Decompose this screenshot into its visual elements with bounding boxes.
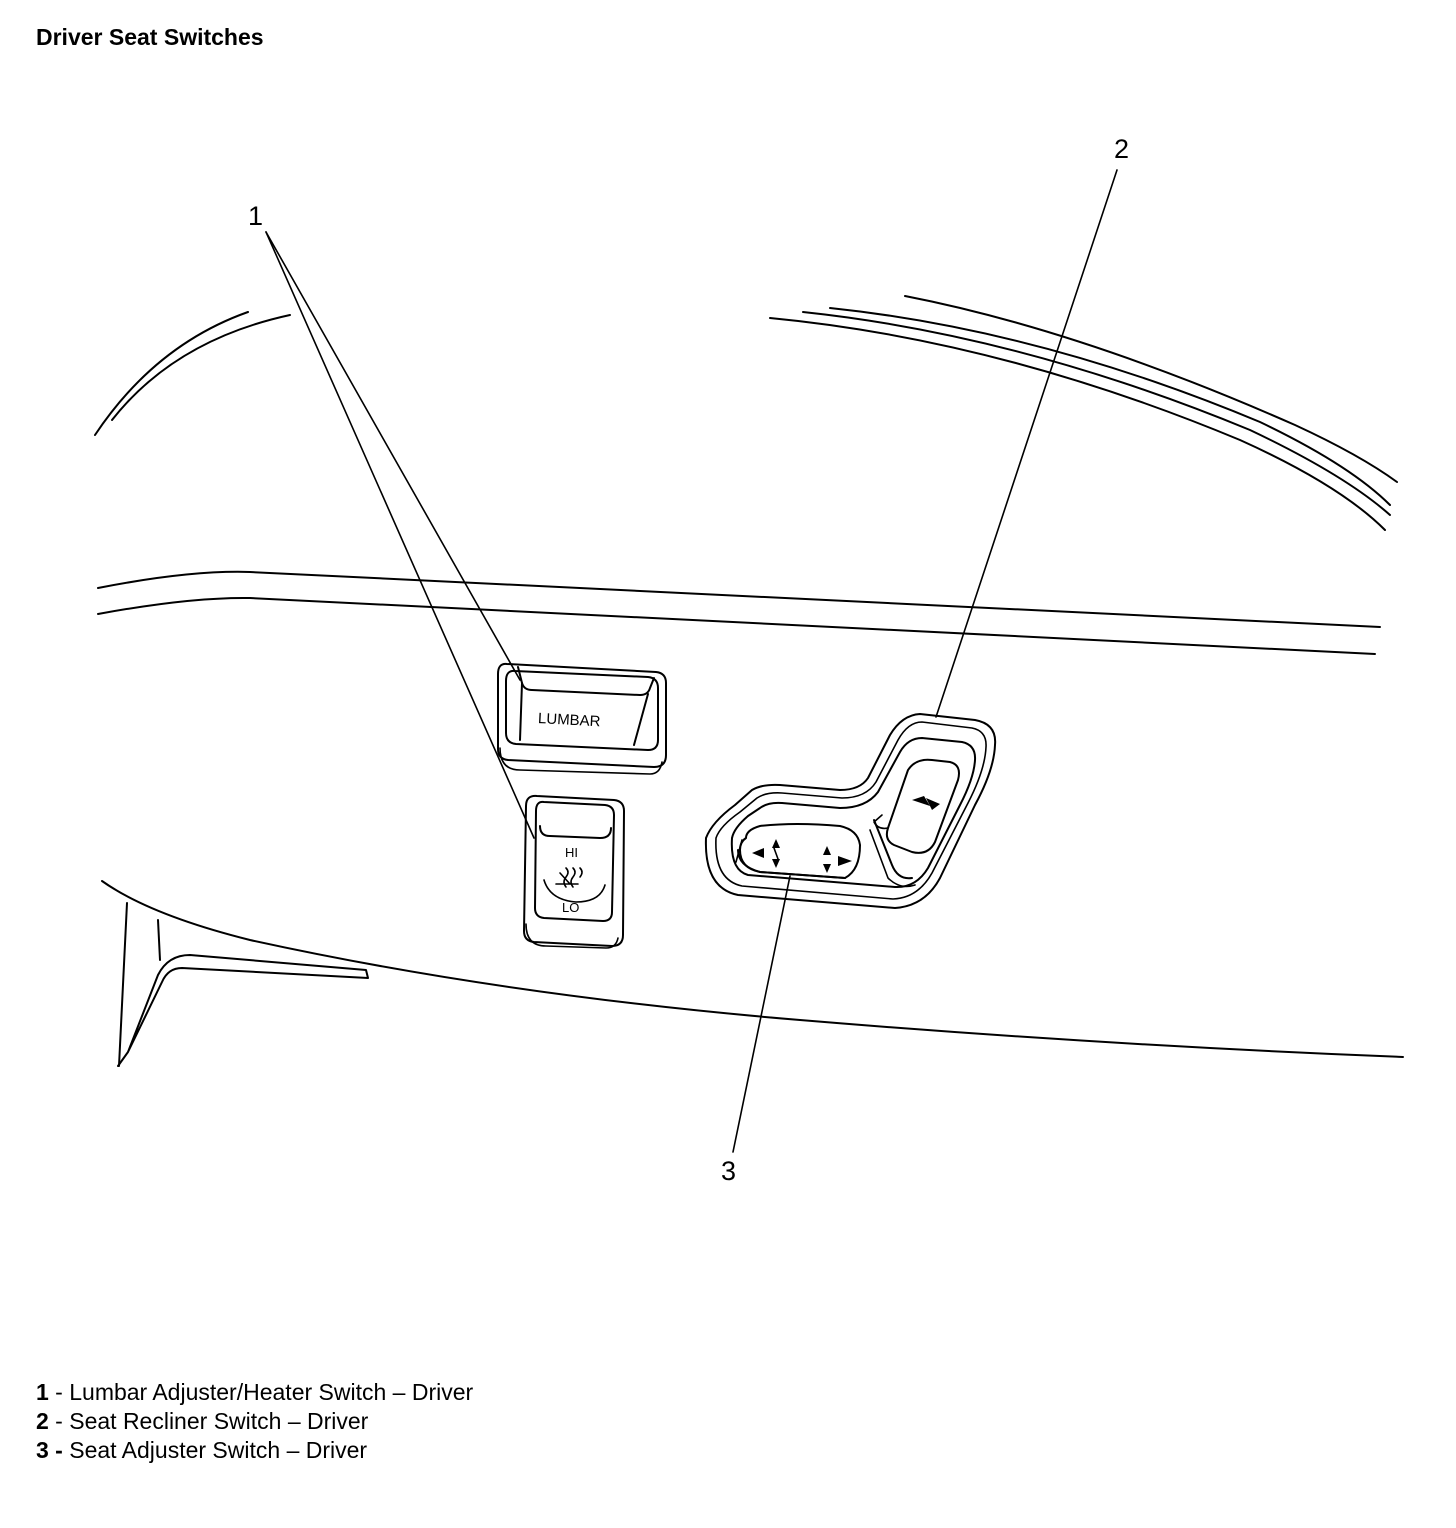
callout-3: 3 [721,1156,737,1186]
seat-back-contour [95,312,290,435]
seat-adjuster-recliner-switch [706,714,995,908]
seat-cushion-lines [770,296,1397,530]
lumbar-switch [498,664,666,774]
leader-line-1 [266,232,534,838]
legend-item-1 [36,1378,473,1407]
seat-heater-icon [556,868,582,887]
legend-item-3 [36,1436,473,1465]
leader-line-2 [936,170,1117,717]
legend-text: Seat Adjuster Switch – Driver [62,1437,368,1463]
legend-number: 1 [36,1379,49,1405]
adjuster-arrows-icon [752,839,852,873]
legend-number: 3 - [36,1437,63,1463]
trim-lines [98,572,1380,654]
heater-lo-label: LO [562,900,580,915]
lumbar-label: LUMBAR [537,710,601,731]
legend-number: 2 [36,1408,49,1434]
diagram-title: Driver Seat Switches [36,24,264,50]
legend-item-2 [36,1407,473,1436]
legend [36,1378,473,1465]
callout-1: 1 [248,201,264,231]
lower-trim-panel [102,881,1403,1066]
recliner-arrows-icon [912,796,940,810]
legend-text: - Lumbar Adjuster/Heater Switch – Driver [48,1379,474,1405]
heater-hi-label: HI [565,845,578,860]
callout-2: 2 [1114,134,1130,164]
legend-text: - Seat Recliner Switch – Driver [48,1408,369,1434]
heater-switch [524,796,624,948]
